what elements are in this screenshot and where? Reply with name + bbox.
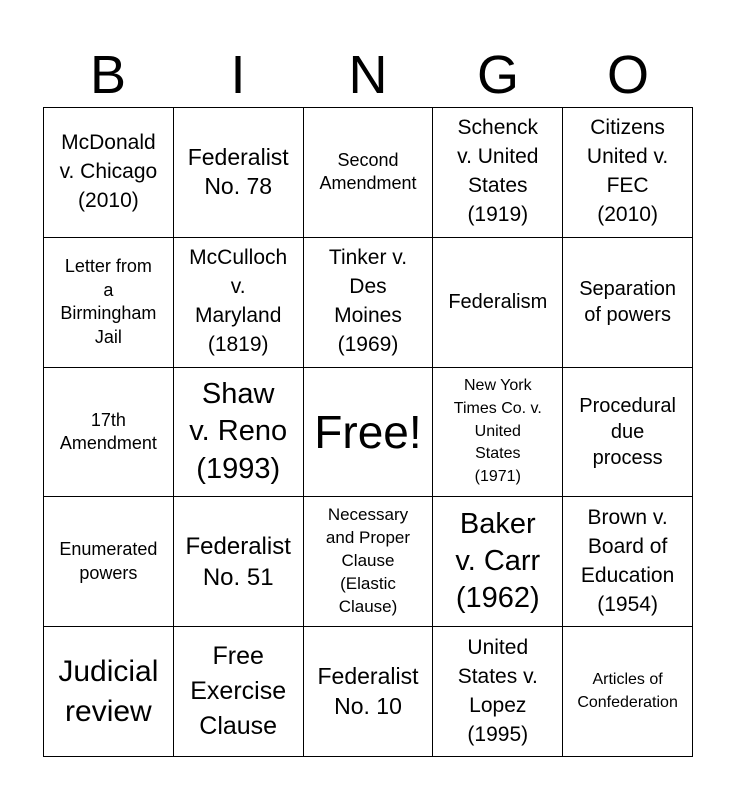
bingo-cell-r1c5[interactable]: Citizens United v. FEC (2010) xyxy=(563,108,693,238)
bingo-cell-r2c4[interactable]: Federalism xyxy=(433,238,563,368)
bingo-cell-r3c2[interactable]: Shaw v. Reno (1993) xyxy=(174,368,304,498)
bingo-cell-r1c1[interactable]: McDonald v. Chicago (2010) xyxy=(44,108,174,238)
bingo-free-space[interactable]: Free! xyxy=(304,368,434,498)
bingo-cell-r4c5[interactable]: Brown v. Board of Education (1954) xyxy=(563,497,693,627)
header-letter-n: N xyxy=(348,45,388,105)
bingo-cell-r1c3[interactable]: Second Amendment xyxy=(304,108,434,238)
bingo-cell-r2c2[interactable]: McCulloch v. Maryland (1819) xyxy=(174,238,304,368)
bingo-cell-r2c1[interactable]: Letter from a Birmingham Jail xyxy=(44,238,174,368)
bingo-cell-r4c1[interactable]: Enumerated powers xyxy=(44,497,174,627)
bingo-cell-r1c2[interactable]: Federalist No. 78 xyxy=(174,108,304,238)
bingo-cell-r5c3[interactable]: Federalist No. 10 xyxy=(304,627,434,757)
bingo-cell-r4c3[interactable]: Necessary and Proper Clause (Elastic Clause) xyxy=(304,497,434,627)
header-letter-g: G xyxy=(476,45,519,105)
bingo-cell-r4c4[interactable]: Baker v. Carr (1962) xyxy=(433,497,563,627)
bingo-cell-r1c4[interactable]: Schenck v. United States (1919) xyxy=(433,108,563,238)
bingo-cell-r5c5[interactable]: Articles of Confederation xyxy=(563,627,693,757)
bingo-header xyxy=(43,42,693,108)
bingo-cell-r2c3[interactable]: Tinker v. Des Moines (1969) xyxy=(304,238,434,368)
bingo-cell-r2c5[interactable]: Separation of powers xyxy=(563,238,693,368)
header-letter-b: B xyxy=(89,45,127,105)
bingo-cell-r5c2[interactable]: Free Exercise Clause xyxy=(174,627,304,757)
bingo-cell-r3c4[interactable]: New York Times Co. v. United States (1971) xyxy=(433,368,563,498)
header-letter-o: O xyxy=(606,45,649,105)
bingo-cell-r5c1[interactable]: Judicial review xyxy=(44,627,174,757)
bingo-cell-r4c2[interactable]: Federalist No. 51 xyxy=(174,497,304,627)
bingo-cell-r3c1[interactable]: 17th Amendment xyxy=(44,368,174,498)
bingo-grid xyxy=(43,107,693,757)
bingo-cell-r5c4[interactable]: United States v. Lopez (1995) xyxy=(433,627,563,757)
bingo-cell-r3c5[interactable]: Procedural due process xyxy=(563,368,693,498)
header-letter-i: I xyxy=(230,45,246,105)
